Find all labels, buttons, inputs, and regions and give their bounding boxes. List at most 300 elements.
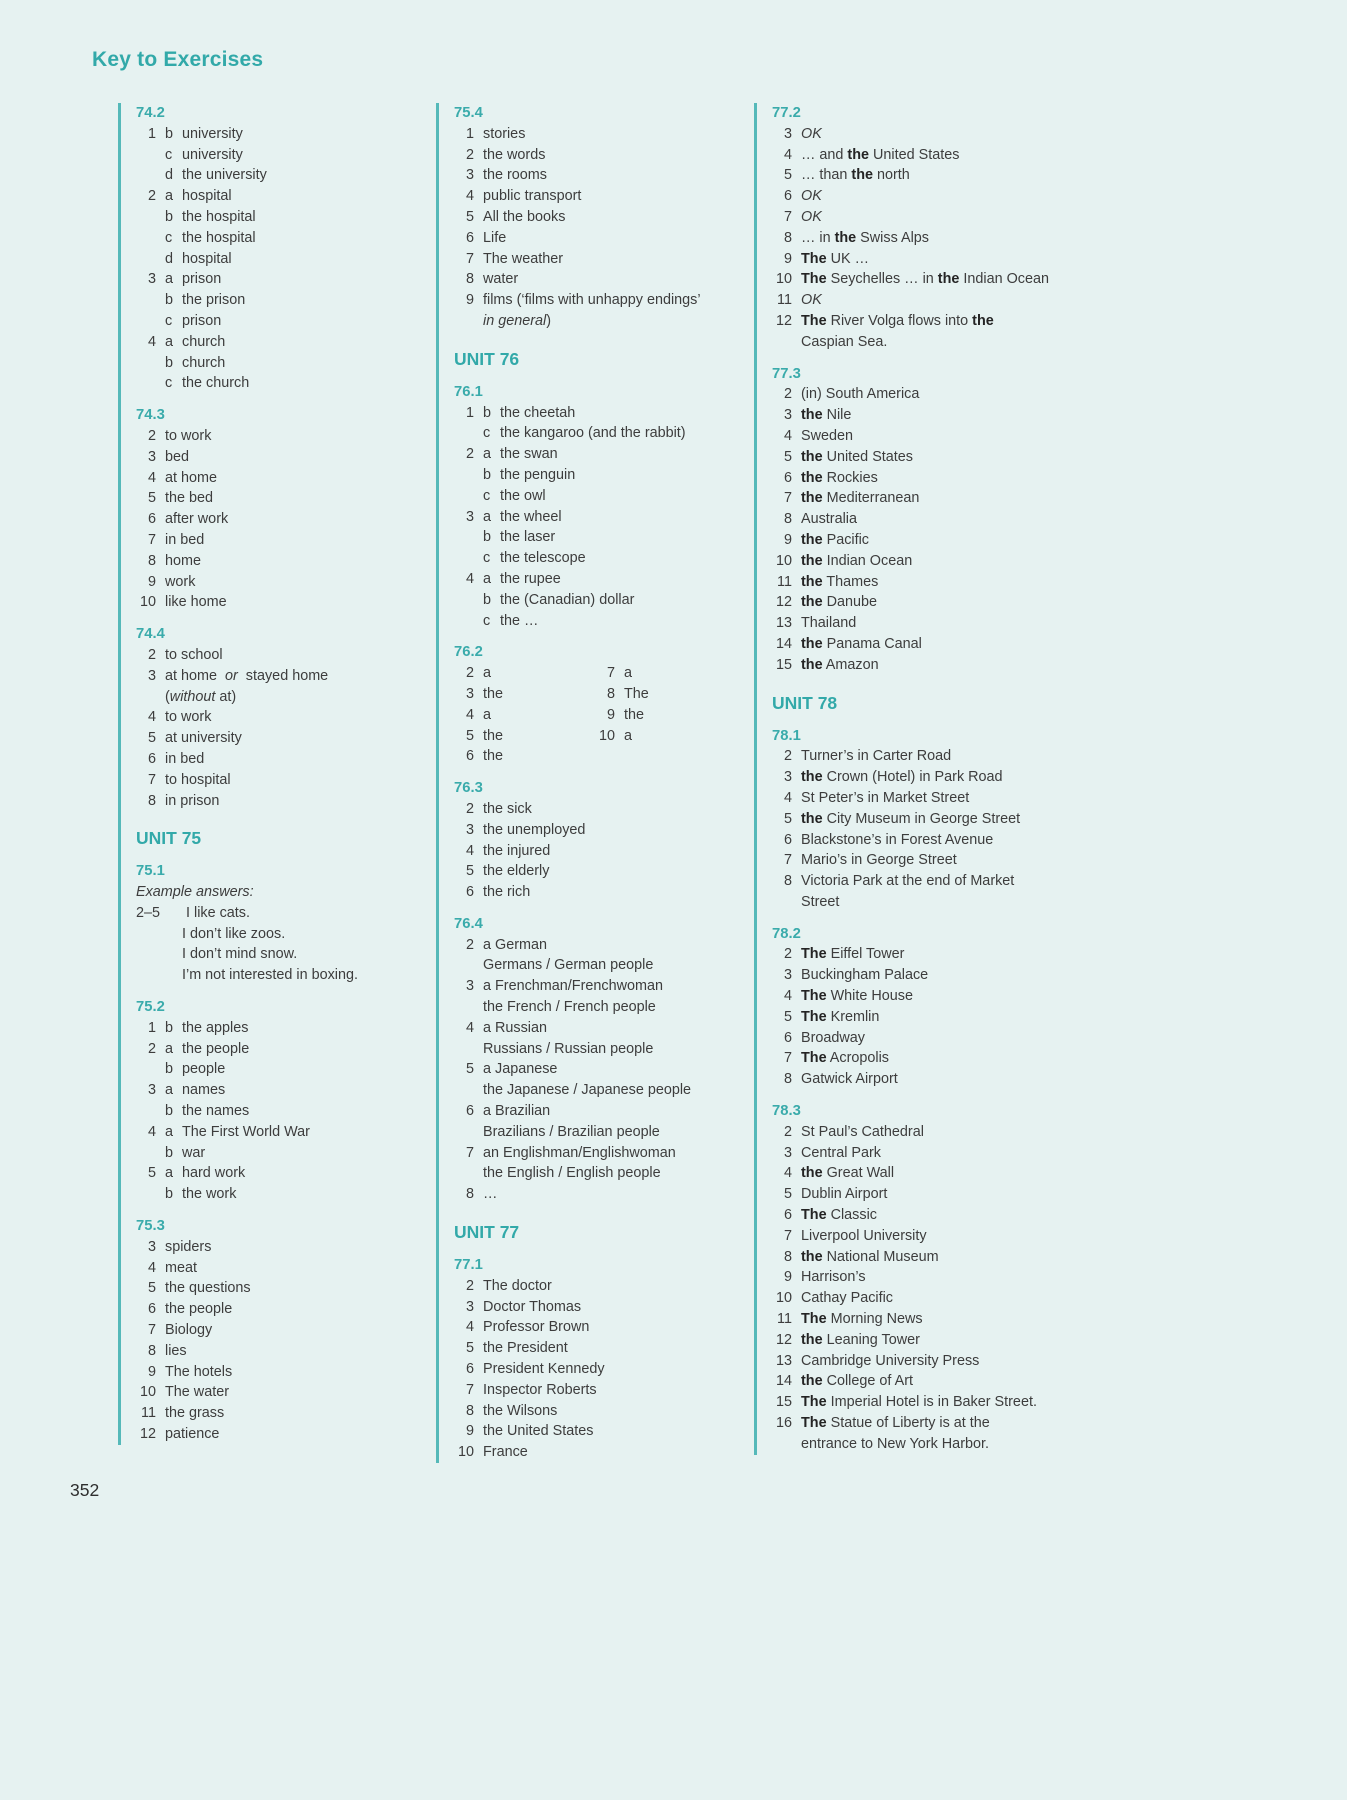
- answer-number: [136, 165, 156, 186]
- answer-text: Gatwick Airport: [801, 1071, 898, 1088]
- answer-text: the cheetah: [500, 404, 576, 421]
- answer-letter: a: [165, 1123, 174, 1140]
- answer-text: The Imperial Hotel is in Baker Street.: [801, 1394, 1037, 1411]
- answer-text: at home: [165, 469, 217, 486]
- continuation-line: [136, 924, 420, 945]
- continuation-line: [136, 687, 420, 708]
- answer-number: 16: [775, 1415, 792, 1432]
- answer-row: [772, 447, 1056, 468]
- answer-row: [136, 770, 420, 791]
- answer-number: 4: [147, 333, 156, 350]
- answer-text: a: [624, 665, 633, 682]
- answer-row: [136, 903, 420, 924]
- answer-number: 2: [465, 936, 474, 953]
- answer-row: [136, 249, 420, 270]
- answer-text: Caspian Sea.: [801, 333, 888, 350]
- answer-number: 10: [139, 594, 156, 611]
- answer-number: 6: [147, 1301, 156, 1318]
- exercise-block: [136, 103, 420, 394]
- answer-number: 5: [783, 167, 792, 184]
- answer-number: 6: [783, 469, 792, 486]
- answer-row: [772, 1163, 1056, 1184]
- answer-row: [772, 468, 1056, 489]
- continuation-line: [454, 997, 738, 1018]
- answer-text: Cambridge University Press: [801, 1352, 980, 1369]
- continuation-line: [772, 332, 1056, 353]
- answer-text: I’m not interested in boxing.: [182, 967, 358, 984]
- answer-number: [454, 465, 474, 486]
- answer-number: 7: [147, 771, 156, 788]
- answer-number: 13: [775, 1352, 792, 1369]
- answer-number: 4: [465, 706, 474, 723]
- exercise-label: 75.2: [136, 999, 165, 1016]
- answer-row: [772, 1309, 1056, 1330]
- answer-row: [772, 124, 1056, 145]
- answer-number: 9: [147, 573, 156, 590]
- answer-letter: a: [165, 1040, 174, 1057]
- answer-text: the swan: [500, 446, 558, 463]
- answer-number: 7: [783, 852, 792, 869]
- answer-number: [454, 548, 474, 569]
- answer-number: 1: [147, 1019, 156, 1036]
- answer-row: [772, 488, 1056, 509]
- answer-row: [454, 1018, 738, 1039]
- answer-letter: b: [165, 1186, 174, 1203]
- answer-number: 3: [147, 448, 156, 465]
- answer-text: the Indian Ocean: [801, 552, 913, 569]
- exercise-block: [772, 103, 1056, 353]
- answer-row: [136, 1059, 420, 1080]
- answer-number: 11: [777, 573, 792, 590]
- answer-text: the unemployed: [483, 821, 586, 838]
- answer-number: 12: [775, 594, 792, 611]
- answer-row: [454, 145, 738, 166]
- answer-number: 3: [465, 978, 474, 995]
- answer-number: 2: [783, 386, 792, 403]
- continuation-line: [454, 1163, 738, 1184]
- answer-number: 5: [465, 208, 474, 225]
- answer-number: 8: [783, 1071, 792, 1088]
- answer-text: Victoria Park at the end of Market: [801, 873, 1015, 890]
- answer-text: at home or stayed home: [165, 667, 329, 684]
- answer-text: OK: [801, 292, 822, 309]
- continuation-line: [454, 1039, 738, 1060]
- answer-text: the work: [182, 1186, 237, 1203]
- answer-text: hospital: [182, 188, 232, 205]
- answer-text: to school: [165, 646, 223, 663]
- answer-text: prison: [182, 271, 222, 288]
- answer-text: The Kremlin: [801, 1008, 880, 1025]
- continuation-line: [772, 1434, 1056, 1455]
- answer-text: Blackstone’s in Forest Avenue: [801, 831, 994, 848]
- answer-row: [136, 269, 420, 290]
- answer-row: [136, 1080, 420, 1101]
- answer-row: [454, 207, 738, 228]
- exercise-block: [136, 405, 420, 613]
- answer-text: people: [182, 1061, 226, 1078]
- answer-row: [136, 1237, 420, 1258]
- answer-row: [772, 1413, 1056, 1434]
- exercise-label: 75.4: [454, 105, 483, 121]
- answer-letter: a: [483, 508, 492, 525]
- answer-text: the: [483, 727, 504, 744]
- answer-row: [772, 290, 1056, 311]
- answer-number: 5: [783, 448, 792, 465]
- answer-number: 9: [783, 1269, 792, 1286]
- answer-text: the City Museum in George Street: [801, 810, 1021, 827]
- answer-letter: b: [165, 1144, 174, 1161]
- answer-row: [772, 145, 1056, 166]
- answer-number: 8: [783, 1248, 792, 1265]
- answer-number: 2: [147, 646, 156, 663]
- answer-number: 2: [147, 1040, 156, 1057]
- answer-row: [454, 882, 738, 903]
- answer-text: The weather: [483, 250, 563, 267]
- answer-text: Liverpool University: [801, 1227, 927, 1244]
- exercise-label: 78.2: [772, 925, 801, 942]
- answer-number: 3: [147, 667, 156, 684]
- answer-number: 4: [783, 146, 792, 163]
- answer-row: [136, 1382, 420, 1403]
- answer-number: 10: [598, 727, 615, 744]
- answer-row: [772, 1371, 1056, 1392]
- answer-letter: a: [483, 446, 492, 463]
- answer-number: 5: [465, 727, 474, 744]
- answer-row: [136, 1320, 420, 1341]
- answer-number: 5: [783, 810, 792, 827]
- answer-text: the Nile: [801, 407, 852, 424]
- answer-text: the Crown (Hotel) in Park Road: [801, 769, 1003, 786]
- answer-number: 2–5: [136, 904, 161, 921]
- answer-text: like home: [165, 594, 227, 611]
- answer-number: 12: [139, 1426, 156, 1443]
- answer-number: [454, 423, 474, 444]
- answer-row: [136, 1143, 420, 1164]
- exercise-block: [772, 364, 1056, 676]
- answer-text: I don’t like zoos.: [182, 925, 286, 942]
- answer-text: after work: [165, 511, 229, 528]
- answer-text: the kangaroo (and the rabbit): [500, 425, 686, 442]
- answer-number: [454, 527, 474, 548]
- answer-text: Example answers:: [136, 884, 254, 901]
- continuation-line: [454, 1122, 738, 1143]
- answer-number: 2: [147, 427, 156, 444]
- answer-row: [454, 548, 738, 569]
- answer-text: the questions: [165, 1280, 251, 1297]
- answer-row: [136, 749, 420, 770]
- answer-row: [136, 1424, 420, 1445]
- answer-number: 15: [775, 1394, 792, 1411]
- answer-letter: c: [165, 229, 173, 246]
- answer-text: the English / English people: [483, 1165, 661, 1182]
- answer-row: [772, 1392, 1056, 1413]
- answer-text: The water: [165, 1384, 229, 1401]
- answer-text: Inspector Roberts: [483, 1381, 597, 1398]
- answer-row: [772, 613, 1056, 634]
- answer-number: 12: [775, 1331, 792, 1348]
- answer-number: 11: [777, 292, 792, 309]
- answer-text: meat: [165, 1259, 197, 1276]
- answer-number: [136, 1101, 156, 1122]
- exercise-block: [772, 1101, 1056, 1455]
- answer-text: a: [483, 665, 492, 682]
- answer-number: 3: [465, 508, 474, 525]
- answer-text: Australia: [801, 511, 857, 528]
- answer-letter: c: [483, 550, 491, 567]
- continuation-line: [136, 944, 420, 965]
- column-3: [754, 103, 1056, 1455]
- answer-number: [136, 145, 156, 166]
- answer-number: 6: [783, 1029, 792, 1046]
- answer-number: [136, 290, 156, 311]
- answer-number: 8: [465, 1402, 474, 1419]
- answer-text: Brazilians / Brazilian people: [483, 1123, 660, 1140]
- answer-text: to work: [165, 427, 212, 444]
- exercise-block: [136, 997, 420, 1205]
- answer-row: [454, 1421, 738, 1442]
- answer-number: 1: [147, 125, 156, 142]
- answer-text: the prison: [182, 292, 246, 309]
- unit-heading: UNIT 76: [454, 348, 520, 369]
- answer-text: The Acropolis: [801, 1050, 889, 1067]
- answer-row: [454, 663, 738, 684]
- answer-text: Biology: [165, 1322, 213, 1339]
- exercise-label: 78.1: [772, 727, 801, 744]
- answer-row: [772, 1330, 1056, 1351]
- answer-number: 14: [775, 1373, 792, 1390]
- answer-row: [454, 1359, 738, 1380]
- exercise-block: [454, 914, 738, 1205]
- exercise-label: 74.2: [136, 105, 165, 121]
- answer-letter: d: [165, 167, 174, 184]
- exercise-block: [454, 382, 738, 632]
- answer-text: the owl: [500, 487, 546, 504]
- answer-number: 5: [147, 490, 156, 507]
- exercise-block: [772, 924, 1056, 1090]
- answer-row: [772, 850, 1056, 871]
- answer-text: entrance to New York Harbor.: [801, 1435, 989, 1452]
- answer-number: 7: [147, 531, 156, 548]
- answer-row: [136, 468, 420, 489]
- answer-text: the Pacific: [801, 531, 869, 548]
- unit-block: [454, 348, 738, 371]
- answer-number: 3: [147, 1238, 156, 1255]
- answer-number: 3: [465, 167, 474, 184]
- answer-text: the Great Wall: [801, 1165, 895, 1182]
- answer-row: [454, 841, 738, 862]
- answer-text: the telescope: [500, 550, 586, 567]
- answer-number: 4: [147, 469, 156, 486]
- answer-number: 4: [465, 1319, 474, 1336]
- unit-block: [772, 692, 1056, 715]
- answer-letter: a: [165, 1165, 174, 1182]
- answer-number: 4: [147, 1259, 156, 1276]
- answer-number: 4: [465, 570, 474, 587]
- answer-number: 10: [139, 1384, 156, 1401]
- answer-text: The Eiffel Tower: [801, 946, 905, 963]
- answer-text: the Rockies: [801, 469, 878, 486]
- answer-number: 3: [783, 967, 792, 984]
- answer-row: [136, 290, 420, 311]
- answer-row: [772, 1122, 1056, 1143]
- answer-number: 7: [465, 1381, 474, 1398]
- unit-block: [454, 1221, 738, 1244]
- answer-text: the President: [483, 1340, 568, 1357]
- answer-row: [136, 426, 420, 447]
- answer-text: a: [624, 727, 633, 744]
- answer-letter: c: [165, 375, 173, 392]
- answer-row: [772, 228, 1056, 249]
- answer-text: a Frenchman/Frenchwoman: [483, 978, 663, 995]
- answer-text: The White House: [801, 988, 913, 1005]
- answer-text: work: [165, 573, 196, 590]
- answer-row: [454, 1059, 738, 1080]
- answer-row: [136, 353, 420, 374]
- answer-row: [772, 986, 1056, 1007]
- answer-number: 6: [465, 1361, 474, 1378]
- answer-letter: c: [165, 312, 173, 329]
- answer-row: [772, 944, 1056, 965]
- answer-text: Russians / Russian people: [483, 1040, 654, 1057]
- answer-row: [772, 426, 1056, 447]
- answer-number: 8: [147, 792, 156, 809]
- answer-row: [454, 799, 738, 820]
- answer-row: [454, 186, 738, 207]
- answer-text: I don’t mind snow.: [182, 946, 298, 963]
- answer-row: [454, 569, 738, 590]
- answer-text: lies: [165, 1342, 187, 1359]
- answer-text: … than the north: [801, 167, 910, 184]
- answer-text: to hospital: [165, 771, 231, 788]
- answer-text: Germans / German people: [483, 957, 654, 974]
- answer-row: [772, 1205, 1056, 1226]
- answer-text: All the books: [483, 208, 566, 225]
- answer-number: 4: [783, 427, 792, 444]
- answer-text: the university: [182, 167, 267, 184]
- answer-text: the Japanese / Japanese people: [483, 1082, 692, 1099]
- answer-row: [454, 705, 738, 726]
- exercise-block: [136, 1216, 420, 1445]
- answer-row: [136, 186, 420, 207]
- answer-text: The First World War: [182, 1123, 310, 1140]
- answer-number: 10: [457, 1444, 474, 1461]
- answer-text: the rich: [483, 884, 531, 901]
- answer-number: 5: [465, 863, 474, 880]
- answer-row: [136, 645, 420, 666]
- answer-row: [136, 1258, 420, 1279]
- answer-row: [772, 871, 1056, 892]
- answer-text: public transport: [483, 188, 582, 205]
- exercise-label: 78.3: [772, 1103, 801, 1120]
- answer-text: the people: [165, 1301, 233, 1318]
- answer-letter: b: [165, 1103, 174, 1120]
- answer-letter: a: [165, 271, 174, 288]
- answer-text: The: [624, 685, 649, 702]
- exercise-label: 74.3: [136, 407, 165, 424]
- answer-number: 8: [606, 685, 615, 702]
- answer-row: [772, 767, 1056, 788]
- answer-text: Professor Brown: [483, 1319, 590, 1336]
- answer-text: … and the United States: [801, 146, 960, 163]
- answer-number: 9: [147, 1363, 156, 1380]
- answer-text: in general): [483, 312, 552, 329]
- answer-number: 6: [783, 1207, 792, 1224]
- answer-text: The Morning News: [801, 1311, 923, 1328]
- answer-number: 8: [783, 229, 792, 246]
- answer-row: [454, 1297, 738, 1318]
- answer-number: 4: [147, 709, 156, 726]
- answer-row: [772, 269, 1056, 290]
- answer-text: Thailand: [801, 615, 857, 632]
- exercise-label: 77.3: [772, 365, 801, 382]
- answer-number: 6: [465, 229, 474, 246]
- answer-text: a: [483, 706, 492, 723]
- answer-row: [136, 145, 420, 166]
- answer-text: hospital: [182, 250, 232, 267]
- answer-row: [454, 726, 738, 747]
- answer-number: 5: [783, 1008, 792, 1025]
- answer-row: [136, 1362, 420, 1383]
- answer-row: [454, 1143, 738, 1164]
- answer-row: [136, 1163, 420, 1184]
- answer-row: [136, 551, 420, 572]
- answer-number: [136, 1143, 156, 1164]
- answer-letter: c: [165, 146, 173, 163]
- answer-number: [454, 590, 474, 611]
- answer-number: 4: [465, 1019, 474, 1036]
- answer-row: [136, 530, 420, 551]
- answer-row: [772, 634, 1056, 655]
- answer-number: 5: [783, 1186, 792, 1203]
- answer-text: water: [483, 271, 519, 288]
- answer-row: [454, 165, 738, 186]
- answer-letter: b: [483, 466, 492, 483]
- answer-row: [772, 509, 1056, 530]
- answer-text: the French / French people: [483, 999, 656, 1016]
- answer-number: 2: [465, 800, 474, 817]
- answer-text: a Brazilian: [483, 1103, 551, 1120]
- answer-letter: c: [483, 487, 491, 504]
- answer-text: Harrison’s: [801, 1269, 866, 1286]
- answer-text: the rooms: [483, 167, 547, 184]
- answer-row: [772, 165, 1056, 186]
- answer-text: the laser: [500, 529, 556, 546]
- answer-row: [136, 488, 420, 509]
- exercise-block: [454, 103, 738, 332]
- answer-number: 8: [783, 873, 792, 890]
- answer-number: [136, 1184, 156, 1205]
- answer-text: church: [182, 354, 226, 371]
- answer-number: 5: [147, 730, 156, 747]
- answer-row: [772, 207, 1056, 228]
- answer-number: 9: [606, 706, 615, 723]
- exercise-label: 76.2: [454, 644, 483, 661]
- answer-row: [454, 820, 738, 841]
- answer-text: I like cats.: [186, 904, 250, 921]
- answer-number: 13: [775, 615, 792, 632]
- answer-letter: b: [165, 354, 174, 371]
- answer-text: the: [483, 748, 504, 765]
- continuation-line: [454, 311, 738, 332]
- answer-row: [454, 444, 738, 465]
- answer-row: [454, 1380, 738, 1401]
- answer-number: 8: [783, 511, 792, 528]
- exercise-block: [772, 726, 1056, 913]
- answer-text: the: [483, 685, 504, 702]
- answer-row: [772, 405, 1056, 426]
- answer-row: [454, 976, 738, 997]
- answer-row: [136, 1341, 420, 1362]
